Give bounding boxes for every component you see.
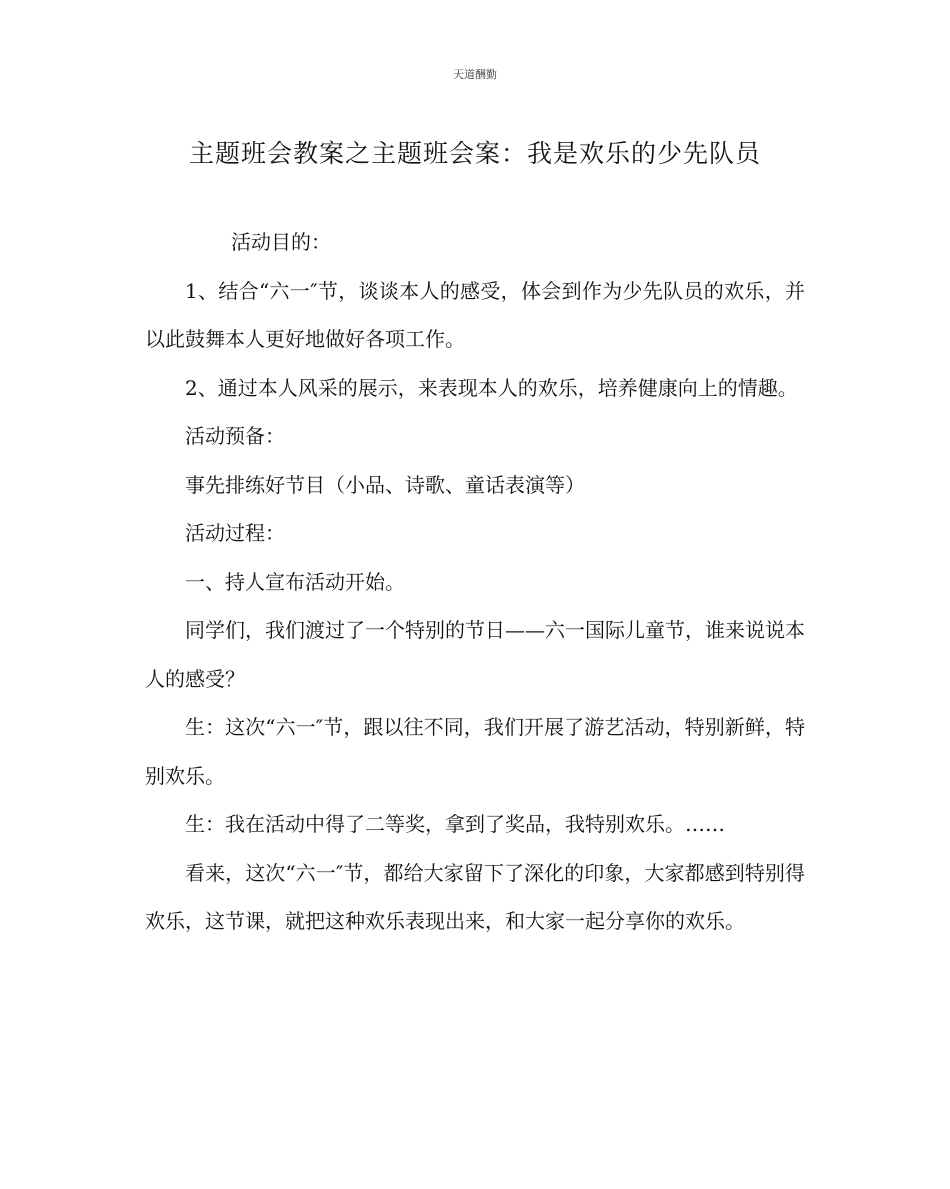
paragraph-preparation: 事先排练好节目（小品、诗歌、童话表演等）	[185, 472, 585, 497]
paragraph-student-1: 生：这次“六一″节，跟以往不同，我们开展了游艺活动，特别新鲜，特别欢乐。	[145, 715, 805, 788]
paragraph-host-speech: 同学们，我们渡过了一个特别的节日——六一国际儿童节，谁来说说本人的感受？	[145, 618, 805, 691]
document-body	[145, 218, 805, 946]
paragraph-process-heading: 活动过程：	[185, 521, 285, 545]
paragraph-student-2: 生：我在活动中得了二等奖，拿到了奖品，我特别欢乐。……	[185, 812, 725, 836]
document-title: 主题班会教案之主题班会案：我是欢乐的少先队员	[188, 139, 761, 168]
paragraph-goal-1: 1、结合“六一″节，谈谈本人的感受，体会到作为少先队员的欢乐，并以此鼓舞本人更好地做好各项工作。	[145, 278, 805, 351]
paragraph-preparation-heading: 活动预备：	[185, 424, 285, 448]
paragraph-activity-goal-heading: 活动目的：	[231, 230, 331, 254]
page-header: 天道酬勤	[453, 68, 497, 81]
paragraph-step-1: 一、持人宣布活动开始。	[185, 569, 405, 594]
paragraph-summary: 看来，这次“六一″节，都给大家留下了深化的印象，大家都感到特别得欢乐，这节课，就把这种欢乐表现出来，和大家一起分享你的欢乐。	[145, 860, 805, 933]
paragraph-goal-2: 2、通过本人风采的展示，来表现本人的欢乐，培养健康向上的情趣。	[185, 375, 798, 400]
